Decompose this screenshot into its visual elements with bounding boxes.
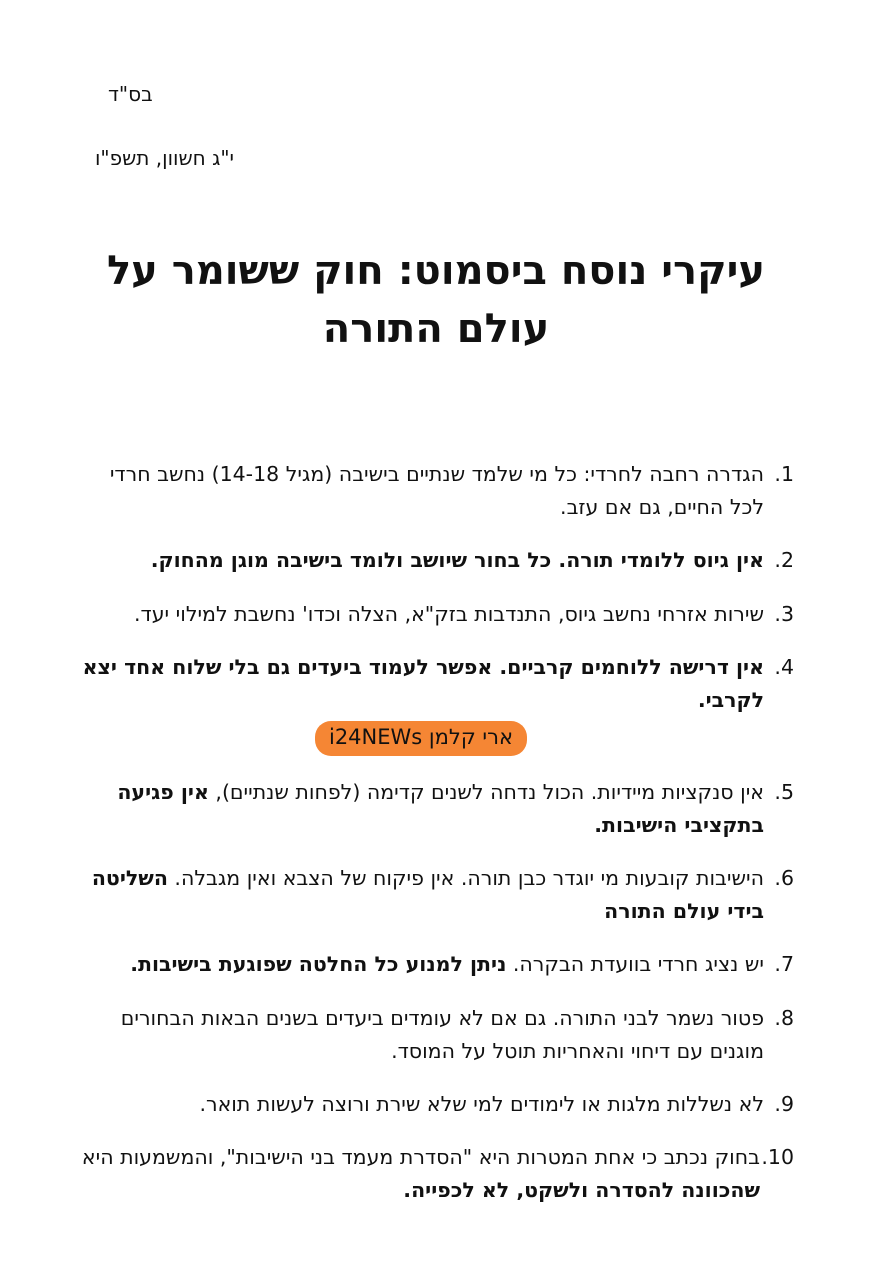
list-item-number: 4. <box>774 654 794 679</box>
list-item-text: ניתן למנוע כל החלטה שפוגעת בישיבות. <box>130 952 507 977</box>
list-item-number: 8. <box>774 1005 794 1030</box>
list-item <box>78 1002 794 1068</box>
list-item-number: 10. <box>761 1145 794 1170</box>
list-item <box>78 598 794 631</box>
list-item <box>78 458 794 524</box>
list-item-number: 5. <box>774 779 794 804</box>
list-item <box>78 776 794 842</box>
list-item <box>78 1141 794 1207</box>
list-item-number: 1. <box>774 462 794 486</box>
list-item-text: אין פגיעה בתקציבי הישיבות. <box>117 779 764 837</box>
list-item-text: השליטה בידי עולם התורה <box>91 865 764 924</box>
list-item-text: אין גיוס ללומדי תורה. כל בחור שיושב ולומד בישיבה מוגן מהחוק. <box>150 548 764 573</box>
points-list <box>78 458 794 1208</box>
list-item <box>78 651 794 756</box>
list-item-text: אין סנקציות מיידיות. הכול נדחה לשנים קדימה (לפחות שנתיים), <box>208 779 764 804</box>
list-item-number: 9. <box>774 1091 794 1116</box>
list-item-text: הישיבות קובעות מי יוגדר כבן תורה. אין פיקוח של הצבא ואין מגבלה. <box>167 865 764 890</box>
list-item <box>78 862 794 928</box>
list-item-text: בחוק נכתב כי אחת המטרות היא "הסדרת מעמד בני הישיבות", והמשמעות היא <box>81 1145 760 1170</box>
list-item-text: הגדרה רחבה לחרדי: כל מי שלמד שנתיים בישיבה (מגיל 14-18) נחשב חרדי לכל החיים, גם אם עזב. <box>109 462 764 520</box>
list-item-number: 7. <box>774 952 794 977</box>
list-item-text: יש נציג חרדי בוועדת הבקרה. <box>506 952 764 977</box>
bsd-heading: בס"ד <box>108 82 153 106</box>
list-item-number: 6. <box>774 865 794 890</box>
watermark-container <box>78 721 764 755</box>
list-item-number: 3. <box>774 601 794 626</box>
list-item <box>78 948 794 981</box>
list-item-text: שהכוונה להסדרה ולשקט, לא לכפייה. <box>403 1178 760 1203</box>
list-item-text: לא נשללות מלגות או לימודים למי שלא שירת ורוצה לעשות תואר. <box>199 1091 764 1116</box>
list-item-text: שירות אזרחי נחשב גיוס, התנדבות בזק"א, הצלה וכדו' נחשבת למילוי יעד. <box>134 601 764 626</box>
list-item-number: 2. <box>774 548 794 573</box>
list-item <box>78 1088 794 1121</box>
list-item-text: אין דרישה ללוחמים קרביים. אפשר לעמוד ביעדים גם בלי שלוח אחד יצא לקרבי. <box>82 654 764 713</box>
watermark-badge: ארי קלמן i24NEWs <box>315 721 527 755</box>
list-item <box>78 544 794 577</box>
page-title: עיקרי נוסח ביסמוט: חוק ששומר על עולם התורה <box>106 248 765 352</box>
hebrew-date: י"ג חשוון, תשפ"ו <box>94 146 234 170</box>
list-item-text: פטור נשמר לבני התורה. גם אם לא עומדים ביעדים בשנים הבאות הבחורים מוגנים עם דיחוי והאחריות תוטל על המוסד. <box>120 1005 764 1063</box>
